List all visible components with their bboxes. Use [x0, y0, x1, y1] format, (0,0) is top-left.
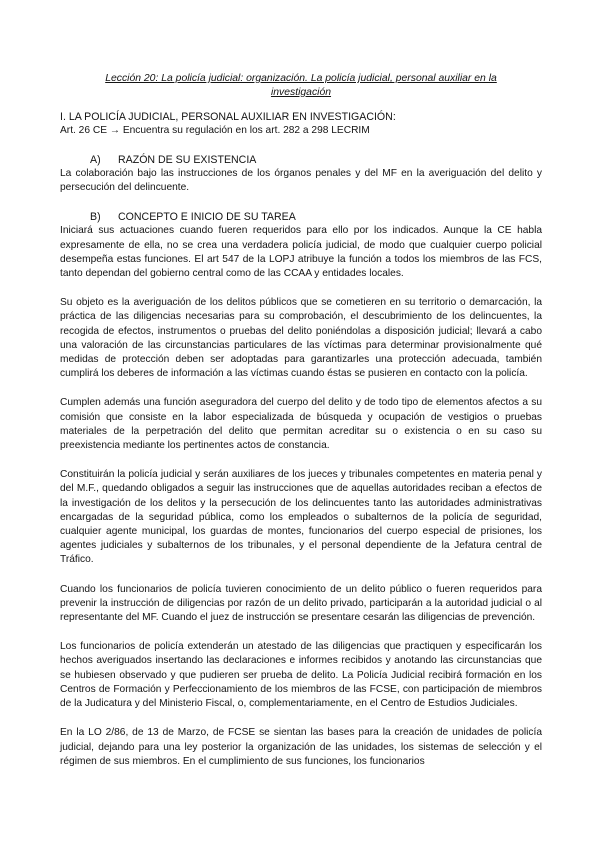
lesson-title: Lección 20: La policía judicial: organización. La policía judicial, personal auxiliar en la investigación: [105, 73, 497, 98]
subsection-a-marker: A): [90, 154, 101, 166]
subsection-a-label: RAZÓN DE SU EXISTENCIA: [118, 154, 257, 166]
intro-line: Art. 26 CE → Encuentra su regulación en los art. 282 a 298 LECRIM: [60, 125, 370, 136]
subsection-b-marker: B): [90, 211, 101, 224]
paragraph: Su objeto es la averiguación de los delitos públicos que se cometieren en su territorio o demarcación, la práctica de las diligencias necesarias para su comprobación, el descubrimiento de los delincuentes, la recogida de efectos, instrumentos o pruebas del delito poniéndolas a disposición judicial; llevará a cabo una valoración de las circunstancias particulares de las víctimas para determinar provisionalmente qué medidas de protección deben ser adoptadas para garantizarles una protección adecuada, también cumplirá los deberes de información a las víctimas cuando éstas se pusieren en contacto con la policía.: [60, 297, 542, 380]
subsection-a-heading: [60, 153, 542, 167]
paragraph: Cuando los funcionarios de policía tuvieren conocimiento de un delito público o fueren requeridos para prevenir la instrucción de diligencias por razón de un delito privado, participarán a la autoridad judicial o al representante del MF. Cuando el juez de instrucción se presentare cesarán las diligencias de prevención.: [60, 583, 542, 624]
paragraph: Los funcionarios de policía extenderán un atestado de las diligencias que practiquen y especificarán los hechos averiguados insertando las declaraciones e informes recibidos y anotando las circunstancias que se hubiesen observado y que pudieren ser prueba de delito. La Policía Judicial recibirá formación en los Centros de Formación y Perfeccionamiento de los miembros de las FCSE, con participación de miembros de la Judicatura y del Ministerio Fiscal, o, complementariamente, en el Centro de Estudios Judiciales.: [60, 641, 542, 710]
paragraph: Constituirán la policía judicial y serán auxiliares de los jueces y tribunales competentes en materia penal y del M.F., quedando obligados a seguir las instrucciones que de aquellas autoridades reciban a efectos de la investigación de los delitos y la persecución de los delincuentes tanto las autoridades administrativas encargadas de la seguridad pública, como los empleados o subalternos de la policía de seguridad, cualquier agente municipal, los guardas de montes, funcionarios del cuerpo especial de prisiones, los agentes judiciales y subalternos de los tribunales, y el personal dependiente de la Jefatura central de Tráfico.: [60, 469, 542, 566]
section-heading: I. LA POLICÍA JUDICIAL, PERSONAL AUXILIAR EN INVESTIGACIÓN:: [60, 111, 396, 123]
subsection-b-heading: [60, 210, 542, 224]
paragraph: En la LO 2/86, de 13 de Marzo, de FCSE se sientan las bases para la creación de unidades de policía judicial, dejando para una ley posterior la organización de las unidades, los sistemas de selección y el régimen de sus miembros. En el cumplimiento de sus funciones, los funcionarios: [60, 727, 542, 767]
paragraph: Iniciará sus actuaciones cuando fueren requeridos para ello por los indicados. Aunque la CE habla expresamente de ella, no se crea una verdadera policía judicial, de modo que cualquier cuerpo policial desempeña estas funciones. El art 547 de la LOPJ atribuye la función a todos los miembros de las FCS, tanto dependan del gobierno central como de las CCAA y entidades locales.: [60, 225, 542, 280]
subsection-b-label: CONCEPTO E INICIO DE SU TAREA: [118, 211, 296, 224]
paragraph: Cumplen además una función aseguradora del cuerpo del delito y de todo tipo de elementos afectos a su comisión que consiste en la labor especializada de búsqueda y ocupación de vestigios o pruebas materiales de la perpetración del delito que permitan acreditar su o existencia o en su caso su preexistencia mediante los pertinentes actos de constancia.: [60, 397, 542, 452]
paragraph-a: La colaboración bajo las instrucciones de los órganos penales y del MF en la averiguación del delito y persecución del delincuente.: [60, 168, 542, 194]
